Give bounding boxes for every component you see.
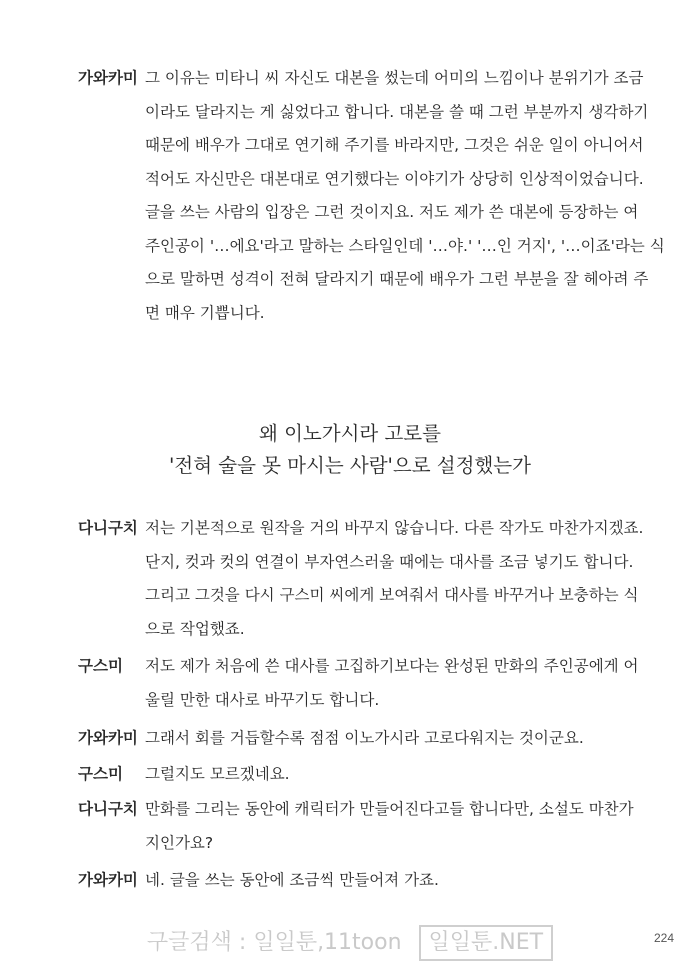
text-line: 적어도 자신만은 대본대로 연기했다는 이야기가 상당히 인상적이었습니다. bbox=[145, 169, 644, 188]
heading-line-1: 왜 이노가시라 고로를 bbox=[259, 422, 441, 445]
dialogue-block-2 bbox=[78, 512, 644, 646]
section-heading bbox=[0, 418, 700, 482]
speaker-name: 가와카미 bbox=[78, 871, 138, 889]
text-line: 지인가요? bbox=[145, 833, 214, 852]
speaker-name: 구스미 bbox=[78, 657, 123, 675]
speaker-name: 가와카미 bbox=[78, 69, 138, 87]
text-line: 이라도 달라지는 게 싫었다고 합니다. 대본을 쓸 때 그런 부분까지 생각하기 bbox=[145, 102, 649, 121]
text-line: 저는 기본적으로 원작을 거의 바꾸지 않습니다. 다른 작가도 마찬가지겠죠. bbox=[145, 519, 644, 537]
text-line: 주인공이 '…에요'라고 말하는 스타일인데 '…야.' '…인 거지', '…이죠'라는 식 bbox=[145, 236, 665, 255]
dialogue-block-5 bbox=[78, 758, 638, 792]
text-line: 그리고 그것을 다시 구스미 씨에게 보여줘서 대사를 바꾸거나 보충하는 식 bbox=[145, 586, 639, 604]
text-line: 그 이유는 미타니 씨 자신도 대본을 썼는데 어미의 느낌이나 분위기가 조금 bbox=[145, 69, 644, 87]
text-line: 글을 쓰는 사람의 입장은 그런 것이지요. 저도 제가 쓴 대본에 등장하는 여 bbox=[145, 203, 639, 221]
dialogue-block-4 bbox=[78, 722, 638, 756]
watermark-text: 구글검색 : 일일툰,11toon bbox=[146, 930, 402, 955]
text-line: 면 매우 기쁩니다. bbox=[145, 303, 265, 322]
speaker-name: 다니구치 bbox=[78, 519, 138, 537]
watermark bbox=[0, 925, 700, 961]
speaker-name: 다니구치 bbox=[78, 800, 138, 818]
speaker-name: 구스미 bbox=[78, 765, 123, 783]
dialogue-block-7 bbox=[78, 864, 638, 898]
text-line: 만화를 그리는 동안에 캐릭터가 만들어진다고들 합니다만, 소설도 마찬가 bbox=[145, 800, 634, 818]
watermark-box: 일일툰.NET bbox=[419, 925, 554, 961]
heading-line-2: '전혀 술을 못 마시는 사람'으로 설정했는가 bbox=[169, 454, 531, 477]
dialogue-block-6 bbox=[78, 793, 638, 860]
text-line: 그래서 회를 거듭할수록 점점 이노가시라 고로다워지는 것이군요. bbox=[145, 729, 584, 747]
page-number: 224 bbox=[653, 931, 674, 945]
text-line: 그럴지도 모르겠네요. bbox=[145, 765, 290, 783]
text-line: 때문에 배우가 그대로 연기해 주기를 바라지만, 그것은 쉬운 일이 아니어서 bbox=[145, 136, 644, 154]
text-line: 네. 글을 쓰는 동안에 조금씩 만들어져 가죠. bbox=[145, 871, 439, 889]
speaker-name: 가와카미 bbox=[78, 729, 138, 747]
dialogue-block-1 bbox=[78, 62, 665, 330]
text-line: 단지, 컷과 컷의 연결이 부자연스러울 때에는 대사를 조금 넣기도 합니다. bbox=[145, 552, 634, 571]
text-line: 으로 작업했죠. bbox=[145, 619, 245, 638]
dialogue-block-3 bbox=[78, 650, 638, 717]
text-line: 으로 말하면 성격이 전혀 달라지기 때문에 배우가 그런 부분을 잘 헤아려 주 bbox=[145, 270, 649, 288]
text-line: 저도 제가 처음에 쓴 대사를 고집하기보다는 완성된 만화의 주인공에게 어 bbox=[145, 657, 639, 675]
text-line: 울릴 만한 대사로 바꾸기도 합니다. bbox=[145, 690, 380, 709]
